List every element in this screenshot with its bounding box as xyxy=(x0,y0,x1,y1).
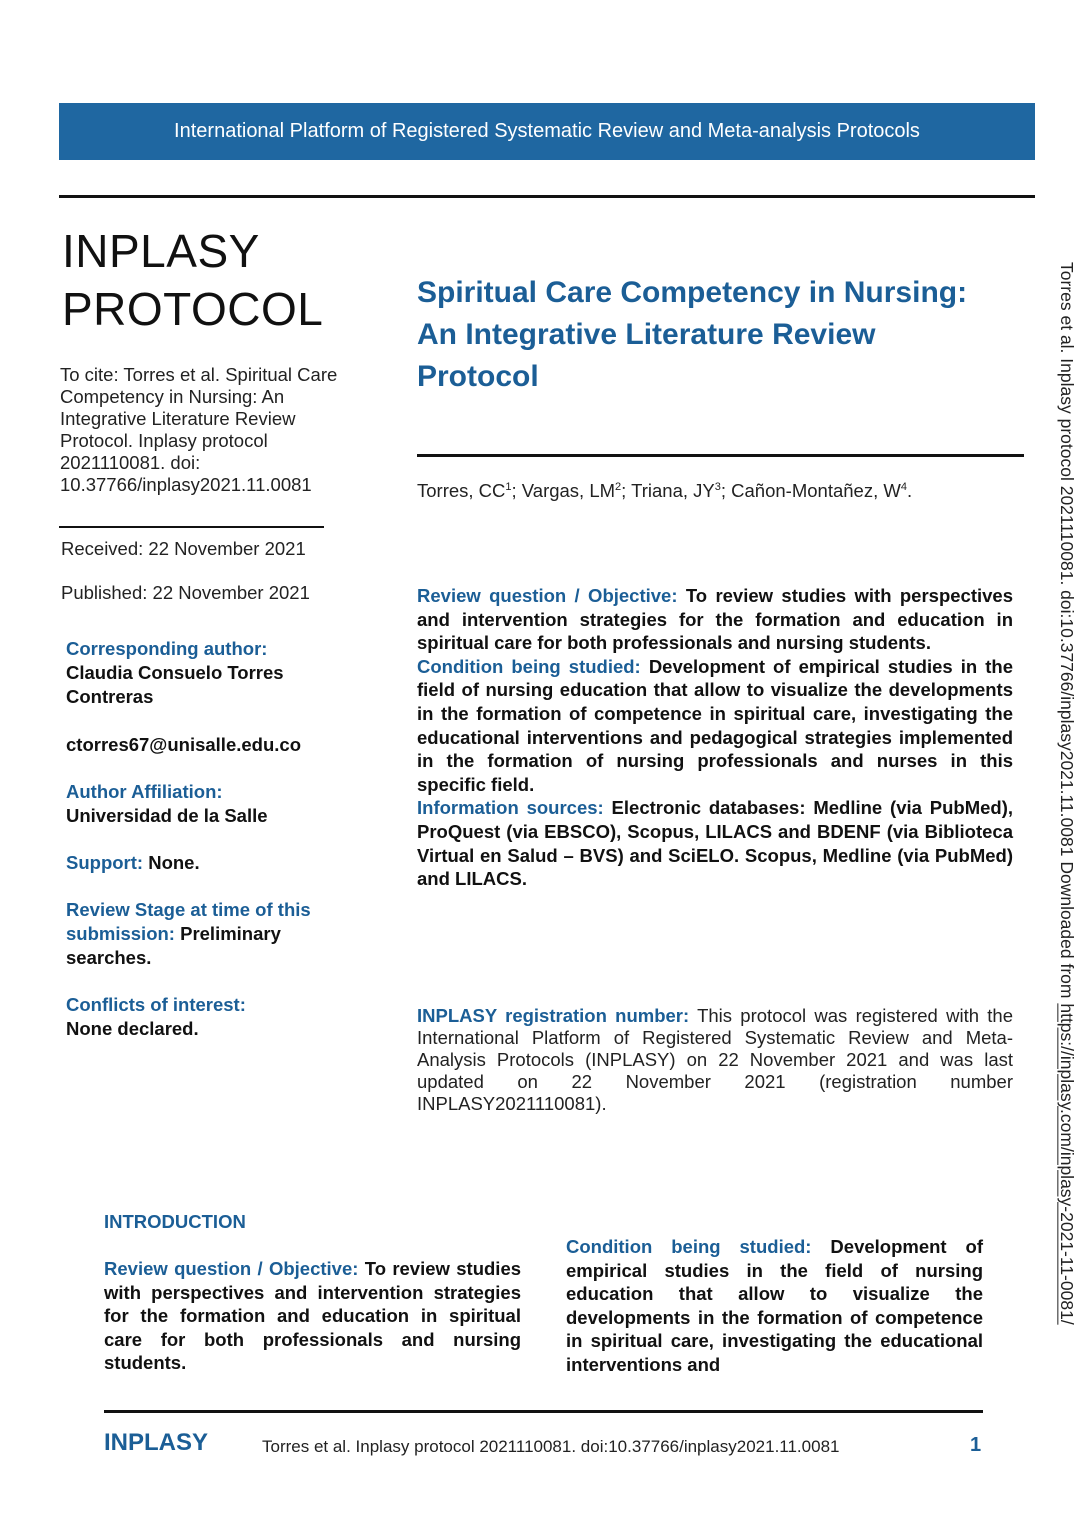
article-title: Spiritual Care Competency in Nursing: An Integrative Literature Review Protocol xyxy=(417,276,968,393)
side-link[interactable]: https://inplasy.com/inplasy-2021-11-0081/ xyxy=(1057,1003,1077,1325)
top-rule xyxy=(59,195,1035,198)
support-value: None. xyxy=(148,852,200,873)
intro-question-text: To review studies with perspectives and intervention strategies for the formation and education in spiritual care for both professionals and nursing students. xyxy=(104,1258,522,1374)
abstract-question-label: Review question / Objective: xyxy=(417,585,678,606)
author-3-sup: 3 xyxy=(714,480,721,493)
review-stage xyxy=(66,898,346,970)
abstract-condition xyxy=(417,655,1013,797)
footer-citation: Torres et al. Inplasy protocol 2021110081. doi:10.37766/inplasy2021.11.0081 xyxy=(262,1437,840,1456)
support xyxy=(66,851,356,875)
corresponding-author xyxy=(66,637,356,757)
abstract-sources xyxy=(417,796,1013,890)
conflicts-label: Conflicts of interest: xyxy=(66,994,246,1015)
left-rule xyxy=(59,526,324,528)
author-2-sup: 2 xyxy=(615,480,622,493)
platform-banner: International Platform of Registered Systematic Review and Meta-analysis Protocols xyxy=(59,103,1035,160)
author-end: . xyxy=(906,480,913,501)
author-4-sup: 4 xyxy=(900,480,907,493)
abstract-condition-label: Condition being studied: xyxy=(417,655,641,677)
author-1-sup: 1 xyxy=(505,480,512,493)
intro-question-label: Review question / Objective: xyxy=(104,1258,359,1279)
protocol-brand xyxy=(62,222,323,338)
affiliation-label: Author Affiliation: xyxy=(66,781,223,802)
intro-condition-label: Condition being studied: xyxy=(566,1236,812,1257)
page-number: 1 xyxy=(970,1434,982,1456)
abstract-question xyxy=(417,584,1013,655)
abstract-condition-text: Development of empirical studies in the field of nursing education that allow to visualize the developments in the formation of competence in spiritual care, investigating the educational interventions and pedagogical strategies implemented in the formation of nursing professionals and nurses in this specific field. xyxy=(417,655,1014,795)
abstract-sources-text: Electronic databases: Medline (via PubMed), ProQuest (via EBSCO), Scopus, LILACS and BDENF (via Biblioteca Virtual en Salud – BVS) and SciELO. Scopus, Medline (via PubMed) and LILACS. xyxy=(417,797,1013,890)
author-2: ; Vargas, LM xyxy=(511,480,616,501)
intro-column-1 xyxy=(104,1257,521,1375)
registration xyxy=(417,1005,1013,1115)
author-1: Torres, CC xyxy=(417,480,506,501)
author-3: ; Triana, JY xyxy=(621,480,715,501)
footer-brand: INPLASY xyxy=(104,1429,209,1456)
brand-line-2: PROTOCOL xyxy=(62,283,324,335)
side-text: Torres et al. Inplasy protocol 2021110081. doi:10.37766/inplasy2021.11.0081 Downloaded from xyxy=(1057,262,1077,1004)
intro-column-2 xyxy=(566,1235,983,1377)
stage-label: Review Stage at time of this submission: xyxy=(66,899,311,944)
stage-value: Preliminary searches. xyxy=(66,923,281,968)
author-list xyxy=(417,480,912,502)
conflicts-value: None declared. xyxy=(66,1018,199,1039)
abstract-question-text: To review studies with perspectives and intervention strategies for the formation and education in spiritual care for both professionals and nursing students. xyxy=(417,585,1013,654)
title-rule xyxy=(417,454,1024,457)
introduction-heading: INTRODUCTION xyxy=(104,1211,246,1232)
brand-line-1: INPLASY xyxy=(62,225,260,277)
corresponding-name: Claudia Consuelo Torres Contreras xyxy=(66,662,284,707)
abstract xyxy=(417,584,1013,891)
citation: To cite: Torres et al. Spiritual Care Competency in Nursing: An Integrative Literature Review Protocol. Inplasy protocol 2021110081. doi: 10.37766/inplasy2021.11.0081 xyxy=(60,364,338,495)
corresponding-email[interactable]: ctorres67@unisalle.edu.co xyxy=(66,734,301,755)
published-date: Published: 22 November 2021 xyxy=(61,582,310,603)
side-download-note xyxy=(1056,262,1077,1325)
conflicts xyxy=(66,993,356,1041)
footer-rule xyxy=(104,1410,983,1413)
received-date: Received: 22 November 2021 xyxy=(61,538,306,559)
registration-label: INPLASY registration number: xyxy=(417,1005,690,1026)
intro-condition-text: Development of empirical studies in the field of nursing education that allow to visualize the developments in the formation of competence in spiritual care, investigating the educational interventions and xyxy=(566,1236,983,1375)
abstract-sources-label: Information sources: xyxy=(417,797,604,819)
affiliation-value: Universidad de la Salle xyxy=(66,805,268,826)
support-label: Support: xyxy=(66,852,144,873)
corresponding-label: Corresponding author: xyxy=(66,638,268,659)
registration-text: This protocol was registered with the International Platform of Registered Systematic Review and Meta-Analysis Protocols (INPLASY) on 22 November 2021 and was last updated on 22 November 2021 (registration number INPLASY2021110081). xyxy=(417,1005,1013,1114)
author-affiliation xyxy=(66,780,356,828)
author-4: ; Cañon-Montañez, W xyxy=(720,480,901,501)
